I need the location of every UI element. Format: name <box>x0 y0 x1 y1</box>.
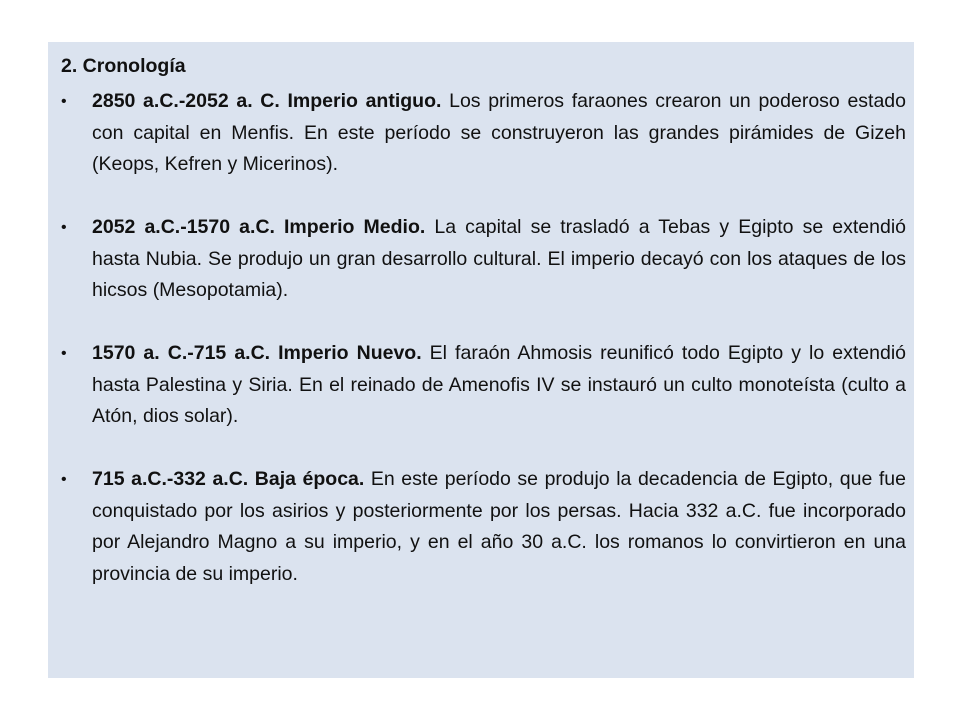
item-period: 715 a.C.-332 a.C. Baja época. <box>92 468 365 490</box>
item-description: El faraón Ahmosis reunificó todo Egipto y lo extendió hasta Palestina y Siria. En el reinado de Amenofis IV se instauró un culto monoteísta (culto a Atón, dios solar). <box>92 342 906 427</box>
bullet-icon: • <box>61 471 67 488</box>
item-period: 2850 a.C.-2052 a. C. Imperio antiguo. <box>92 90 442 112</box>
list-item <box>61 338 906 433</box>
chronology-list <box>61 86 906 590</box>
item-description: Los primeros faraones crearon un poderoso estado con capital en Menfis. En este período se construyeron las grandes pirámides de Gizeh (Keops, Kefren y Micerinos). <box>92 90 906 175</box>
bullet-icon: • <box>61 93 67 110</box>
bullet-icon: • <box>61 219 67 236</box>
content-box <box>48 42 914 678</box>
item-description: En este período se produjo la decadencia de Egipto, que fue conquistado por los asirios y posteriormente por los persas. Hacia 332 a.C. fue incorporado por Alejandro Magno a su imperio, y en el año 30 a.C. los romanos lo convirtieron en una provincia de su imperio. <box>92 468 906 585</box>
item-period: 2052 a.C.-1570 a.C. Imperio Medio. <box>92 216 426 238</box>
list-item <box>61 212 906 307</box>
section-heading: 2. Cronología <box>61 55 186 77</box>
bullet-icon: • <box>61 345 67 362</box>
list-item <box>61 464 906 590</box>
list-item <box>61 86 906 181</box>
item-period: 1570 a. C.-715 a.C. Imperio Nuevo. <box>92 342 422 364</box>
item-description: La capital se trasladó a Tebas y Egipto se extendió hasta Nubia. Se produjo un gran desarrollo cultural. El imperio decayó con los ataques de los hicsos (Mesopotamia). <box>92 216 906 301</box>
